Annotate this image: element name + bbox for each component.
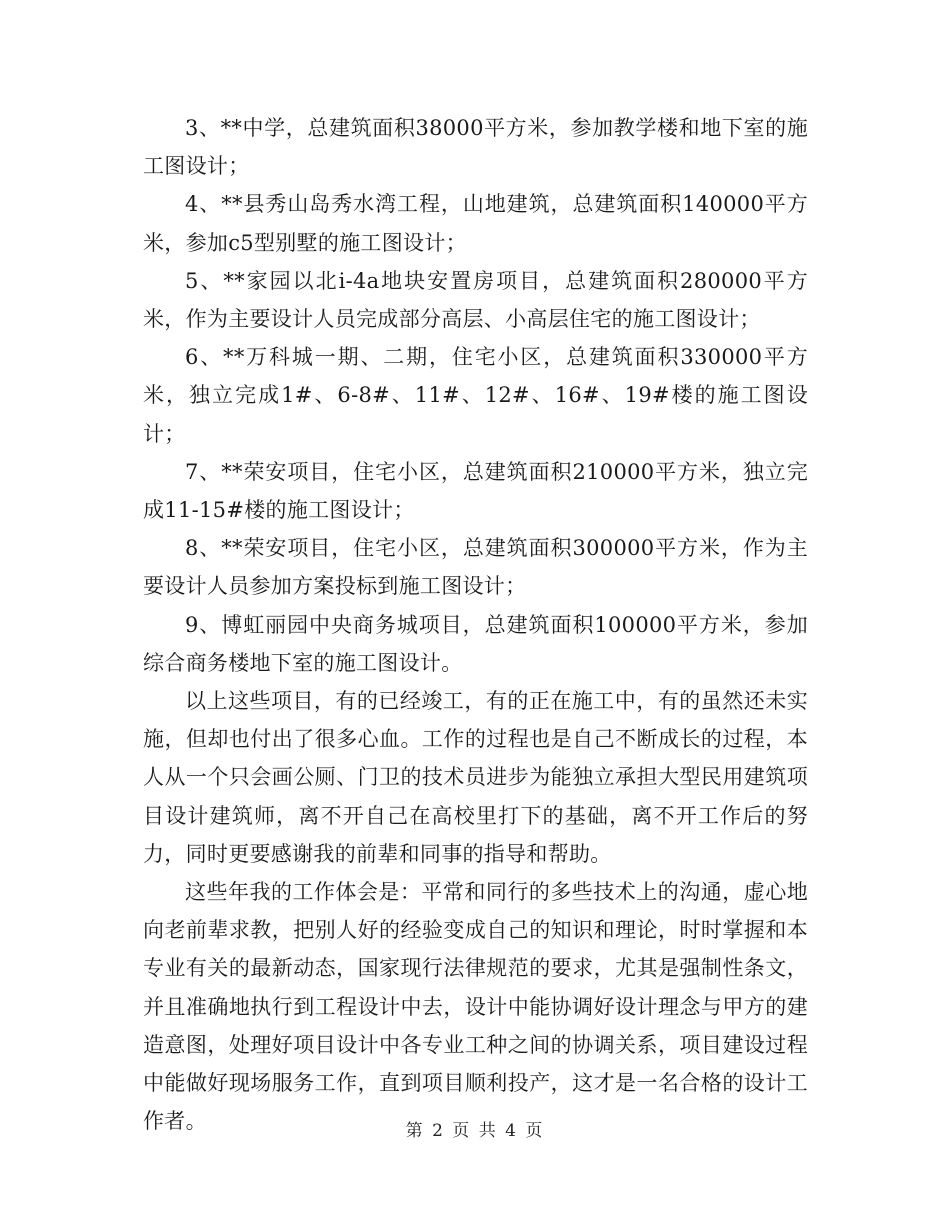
paragraph-experience: 这些年我的工作体会是：平常和同行的多些技术上的沟通，虚心地向老前辈求教，把别人好的经验变成自己的知识和理论，时时掌握和本专业有关的最新动态，国家现行法律规范的要求，尤其是强制性条文，并且准确地执行到工程设计中去，设计中能协调好设计理念与甲方的建造意图，处理好项目设计中各专业工种之间的协调关系，项目建设过程中能做好现场服务工作，直到项目顺利投产，这才是一名合格的设计工作者。 <box>143 880 808 1134</box>
paragraph-project-6: 6、**万科城一期、二期，住宅小区，总建筑面积330000平方米，独立完成1#、6-8#、11#、12#、16#、19#楼的施工图设计； <box>143 345 808 446</box>
paragraph-project-4: 4、**县秀山岛秀水湾工程，山地建筑，总建筑面积140000平方米，参加c5型别墅的施工图设计； <box>143 192 808 255</box>
document-body <box>143 109 808 1140</box>
paragraph-project-8: 8、**荣安项目，住宅小区，总建筑面积300000平方米，作为主要设计人员参加方案投标到施工图设计； <box>143 536 808 599</box>
page-number-footer: 第 2 页 共 4 页 <box>405 1121 545 1141</box>
paragraph-project-5: 5、**家园以北i-4a地块安置房项目，总建筑面积280000平方米，作为主要设计人员完成部分高层、小高层住宅的施工图设计； <box>143 268 808 332</box>
paragraph-summary: 以上这些项目，有的已经竣工，有的正在施工中，有的虽然还未实施，但却也付出了很多心血。工作的过程也是自己不断成长的过程，本人从一个只会画公厕、门卫的技术员进步为能独立承担大型民用建筑项目设计建筑师，离不开自己在高校里打下的基础，离不开工作后的努力，同时更要感谢我的前辈和同事的指导和帮助。 <box>143 689 808 866</box>
paragraph-project-9: 9、博虹丽园中央商务城项目，总建筑面积100000平方米，参加综合商务楼地下室的施工图设计。 <box>143 612 808 675</box>
paragraph-project-3: 3、**中学，总建筑面积38000平方米，参加教学楼和地下室的施工图设计； <box>143 116 808 179</box>
paragraph-project-7: 7、**荣安项目，住宅小区，总建筑面积210000平方米，独立完成11-15#楼的施工图设计； <box>143 459 808 523</box>
